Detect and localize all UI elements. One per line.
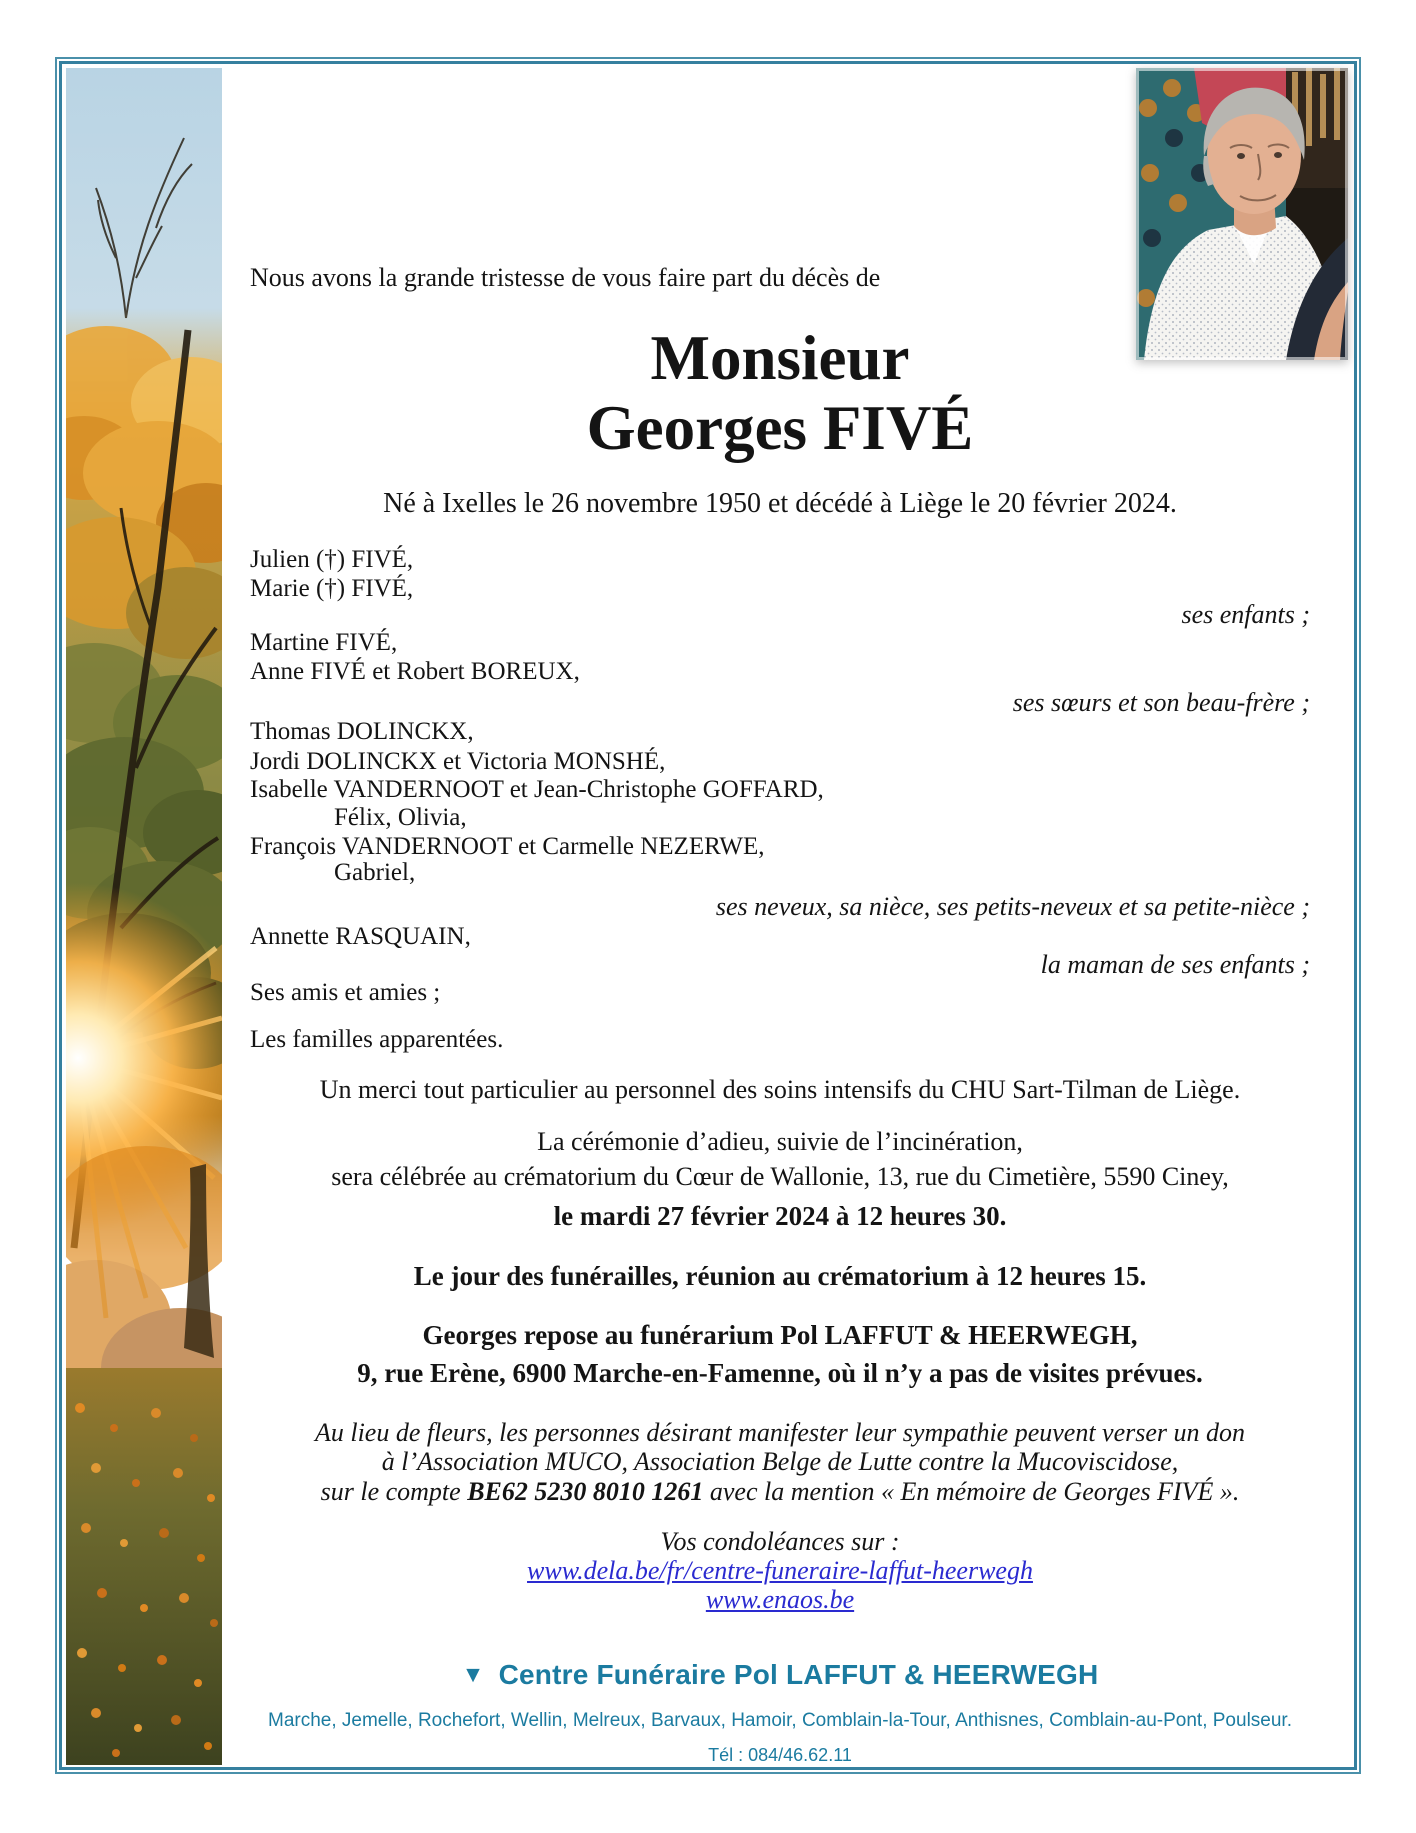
related-families-line: Les familles apparentées. — [250, 1026, 504, 1053]
ceremony-line: La cérémonie d’adieu, suivie de l’incinération, — [537, 1127, 1023, 1156]
meeting-line: Le jour des funérailles, réunion au crématorium à 12 heures 15. — [413, 1261, 1147, 1291]
birth-death-line: Né à Ixelles le 26 novembre 1950 et décédé à Liège le 20 février 2024. — [383, 488, 1177, 519]
funeral-home-label: Centre Funéraire Pol LAFFUT & HEERWEGH — [498, 1659, 1099, 1690]
family-name: François VANDERNOOT et Carmelle NEZERWE, — [250, 833, 765, 860]
triangle-bullet-icon: ▼ — [461, 1661, 485, 1687]
funeral-home-name — [250, 1658, 1310, 1693]
title-monsieur: Monsieur — [650, 323, 910, 393]
ceremony-line: sera célébrée au crématorium du Cœur de Wallonie, 13, rue du Cimetière, 5590 Ciney, — [331, 1162, 1229, 1191]
family-name: Anne FIVÉ et Robert BOREUX, — [250, 658, 580, 685]
condolences-link-dela[interactable]: www.dela.be/fr/centre-funeraire-laffut-heerwegh — [527, 1556, 1033, 1585]
announcement-content — [250, 0, 1310, 1833]
donation-suffix: avec la mention « En mémoire de Georges FIVÉ ». — [703, 1477, 1240, 1506]
donation-line: Au lieu de fleurs, les personnes désirant manifester leur sympathie peuvent verser un don — [314, 1418, 1246, 1447]
relation-label: la maman de ses enfants ; — [1040, 950, 1310, 979]
funeral-home-phone: Tél : 084/46.62.11 — [708, 1745, 852, 1765]
relation-label: ses neveux, sa nièce, ses petits-neveux et sa petite-nièce ; — [715, 892, 1310, 921]
family-name: Thomas DOLINCKX, — [250, 718, 474, 745]
bank-account-number: BE62 5230 8010 1261 — [467, 1477, 704, 1506]
family-name: Julien (†) FIVÉ, — [250, 546, 414, 573]
donation-account-line — [250, 1475, 1310, 1509]
family-name: Marie (†) FIVÉ, — [250, 575, 414, 602]
ceremony-date-line: le mardi 27 février 2024 à 12 heures 30. — [553, 1201, 1007, 1231]
autumn-strip-illustration — [66, 68, 222, 1765]
deceased-name: Georges FIVÉ — [586, 393, 974, 463]
autumn-trees-photo — [66, 68, 222, 1765]
family-name: Annette RASQUAIN, — [250, 923, 471, 950]
condolences-link-enaos[interactable]: www.enaos.be — [705, 1585, 855, 1614]
repose-line: Georges repose au funérarium Pol LAFFUT & HEERWEGH, — [422, 1320, 1138, 1350]
repose-address-line: 9, rue Erène, 6900 Marche-en-Famenne, où il n’y a pas de visites prévues. — [357, 1358, 1203, 1388]
relation-label: ses enfants ; — [1181, 600, 1310, 629]
family-name: Isabelle VANDERNOOT et Jean-Christophe GOFFARD, — [250, 776, 824, 803]
relation-label: ses sœurs et son beau-frère ; — [1012, 688, 1310, 717]
family-name: Félix, Olivia, — [334, 804, 467, 831]
thanks-line: Un merci tout particulier au personnel des soins intensifs du CHU Sart-Tilman de Liège. — [319, 1075, 1241, 1104]
condolences-label: Vos condoléances sur : — [660, 1527, 900, 1556]
funeral-home-locations: Marche, Jemelle, Rochefort, Wellin, Melreux, Barvaux, Hamoir, Comblain-la-Tour, Anthisnes, Comblain-au-Pont, Poulseur. — [268, 1710, 1292, 1731]
intro-text: Nous avons la grande tristesse de vous faire part du décès de — [250, 263, 881, 292]
family-name: Gabriel, — [334, 859, 416, 886]
friends-line: Ses amis et amies ; — [250, 979, 441, 1006]
family-name: Jordi DOLINCKX et Victoria MONSHÉ, — [250, 748, 666, 775]
donation-prefix: sur le compte — [320, 1477, 468, 1506]
family-name: Martine FIVÉ, — [250, 629, 398, 656]
donation-line: à l’Association MUCO, Association Belge de Lutte contre la Mucoviscidose, — [381, 1447, 1179, 1476]
